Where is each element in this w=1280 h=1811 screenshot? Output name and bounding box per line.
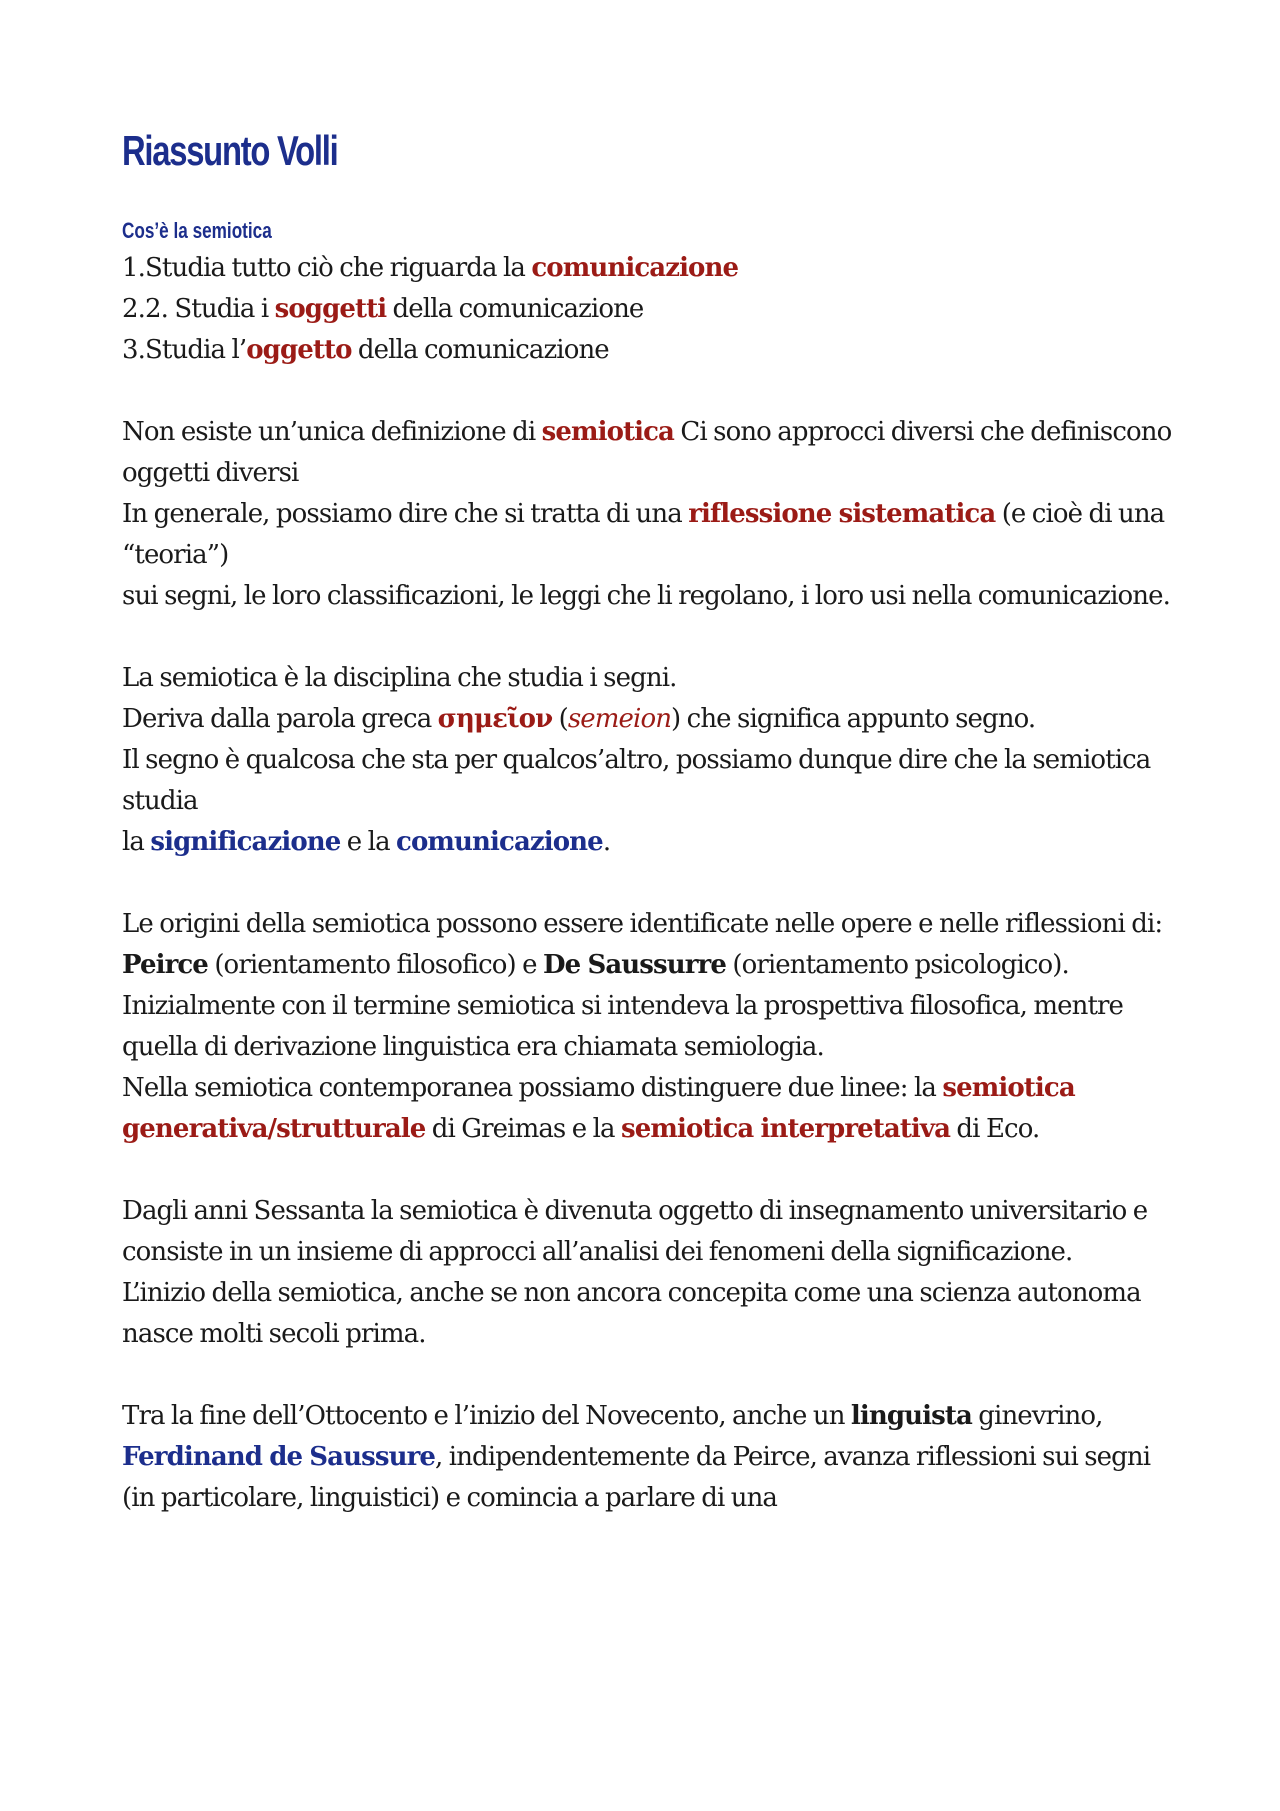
section-title: Cos’è la semiotica — [122, 218, 272, 243]
transliteration: semeion — [567, 704, 672, 734]
spacer — [122, 1355, 1172, 1396]
key-term: semiotica interpretativa — [620, 1114, 951, 1144]
key-term: De Saussurre — [543, 950, 726, 980]
key-term: soggetti — [274, 294, 387, 324]
list-number: 2. — [122, 294, 146, 324]
spacer — [122, 617, 1172, 658]
text-line: Dagli anni Sessanta la semiotica è divenuta oggetto di insegnamento universitario e consiste in un insieme di approcci all’analisi dei fenomeni della significazione. — [122, 1196, 1148, 1267]
document-body — [122, 120, 1172, 1519]
greek-term: σημεῖον — [437, 704, 553, 734]
spacer — [122, 1150, 1172, 1191]
list-item: 1.Studia tutto ciò che riguarda la comunicazione — [122, 253, 739, 283]
text-line: In generale, possiamo dire che si tratta di una riflessione sistematica (e cioè di una “teoria”) — [122, 499, 1165, 570]
key-term: semiotica — [541, 417, 674, 447]
text-line: Inizialmente con il termine semiotica si intendeva la prospettiva filosofica, mentre quella di derivazione linguistica era chiamata semiologia. — [122, 991, 1124, 1062]
text-line: L’inizio della semiotica, anche se non ancora concepita come una scienza autonoma nasce molti secoli prima. — [122, 1278, 1141, 1349]
key-term: riflessione sistematica — [688, 499, 996, 529]
text-line: Le origini della semiotica possono essere identificate nelle opere e nelle riflessioni di: Peirce (orientamento filosofico) e De Saussurre (orientamento psicologico). — [122, 909, 1163, 980]
paragraph-definition — [122, 412, 1172, 617]
list-number: 1. — [122, 253, 146, 283]
paragraph-history — [122, 1191, 1172, 1355]
paragraph-origins — [122, 904, 1172, 1150]
document-title: Riassunto Volli — [122, 127, 338, 174]
key-term: Ferdinand de Saussure — [122, 1442, 436, 1472]
text-line: Non esiste un’unica definizione di semiotica Ci sono approcci diversi che definiscono oggetti diversi — [122, 417, 1172, 488]
text-line: la significazione e la comunicazione. — [122, 827, 611, 857]
numbered-list — [122, 248, 1172, 371]
spacer — [122, 863, 1172, 904]
list-item: 2.2. Studia i soggetti della comunicazione — [122, 294, 644, 324]
text-line: sui segni, le loro classificazioni, le leggi che li regolano, i loro usi nella comunicazione. — [122, 581, 1170, 611]
key-term: semiotica generativa/strutturale — [122, 1073, 1075, 1144]
text-line: Tra la fine dell’Ottocento e l’inizio del Novecento, anche un linguista ginevrino, Ferdinand de Saussure, indipendentemente da Peirce, avanza riflessioni sui segni (in particolare, linguistici) e comincia a parlare di una — [122, 1401, 1151, 1513]
list-item: 3.Studia l’oggetto della comunicazione — [122, 335, 609, 365]
key-term: comunicazione — [531, 253, 739, 283]
key-term: linguista — [850, 1401, 972, 1431]
key-term: Peirce — [122, 950, 208, 980]
paragraph-etymology — [122, 658, 1172, 863]
key-term: significazione — [150, 827, 341, 857]
paragraph-saussure — [122, 1396, 1172, 1519]
text-line: Il segno è qualcosa che sta per qualcos’altro, possiamo dunque dire che la semiotica studia — [122, 745, 1151, 816]
text-line: Nella semiotica contemporanea possiamo distinguere due linee: la semiotica generativa/strutturale di Greimas e la semiotica interpretativa di Eco. — [122, 1073, 1075, 1144]
key-term: comunicazione — [396, 827, 603, 857]
text-line: Deriva dalla parola greca σημεῖον (semeion) che significa appunto segno. — [122, 704, 1036, 734]
spacer — [122, 371, 1172, 412]
list-number: 3. — [122, 335, 146, 365]
text-line: La semiotica è la disciplina che studia i segni. — [122, 663, 677, 693]
key-term: oggetto — [246, 335, 352, 365]
